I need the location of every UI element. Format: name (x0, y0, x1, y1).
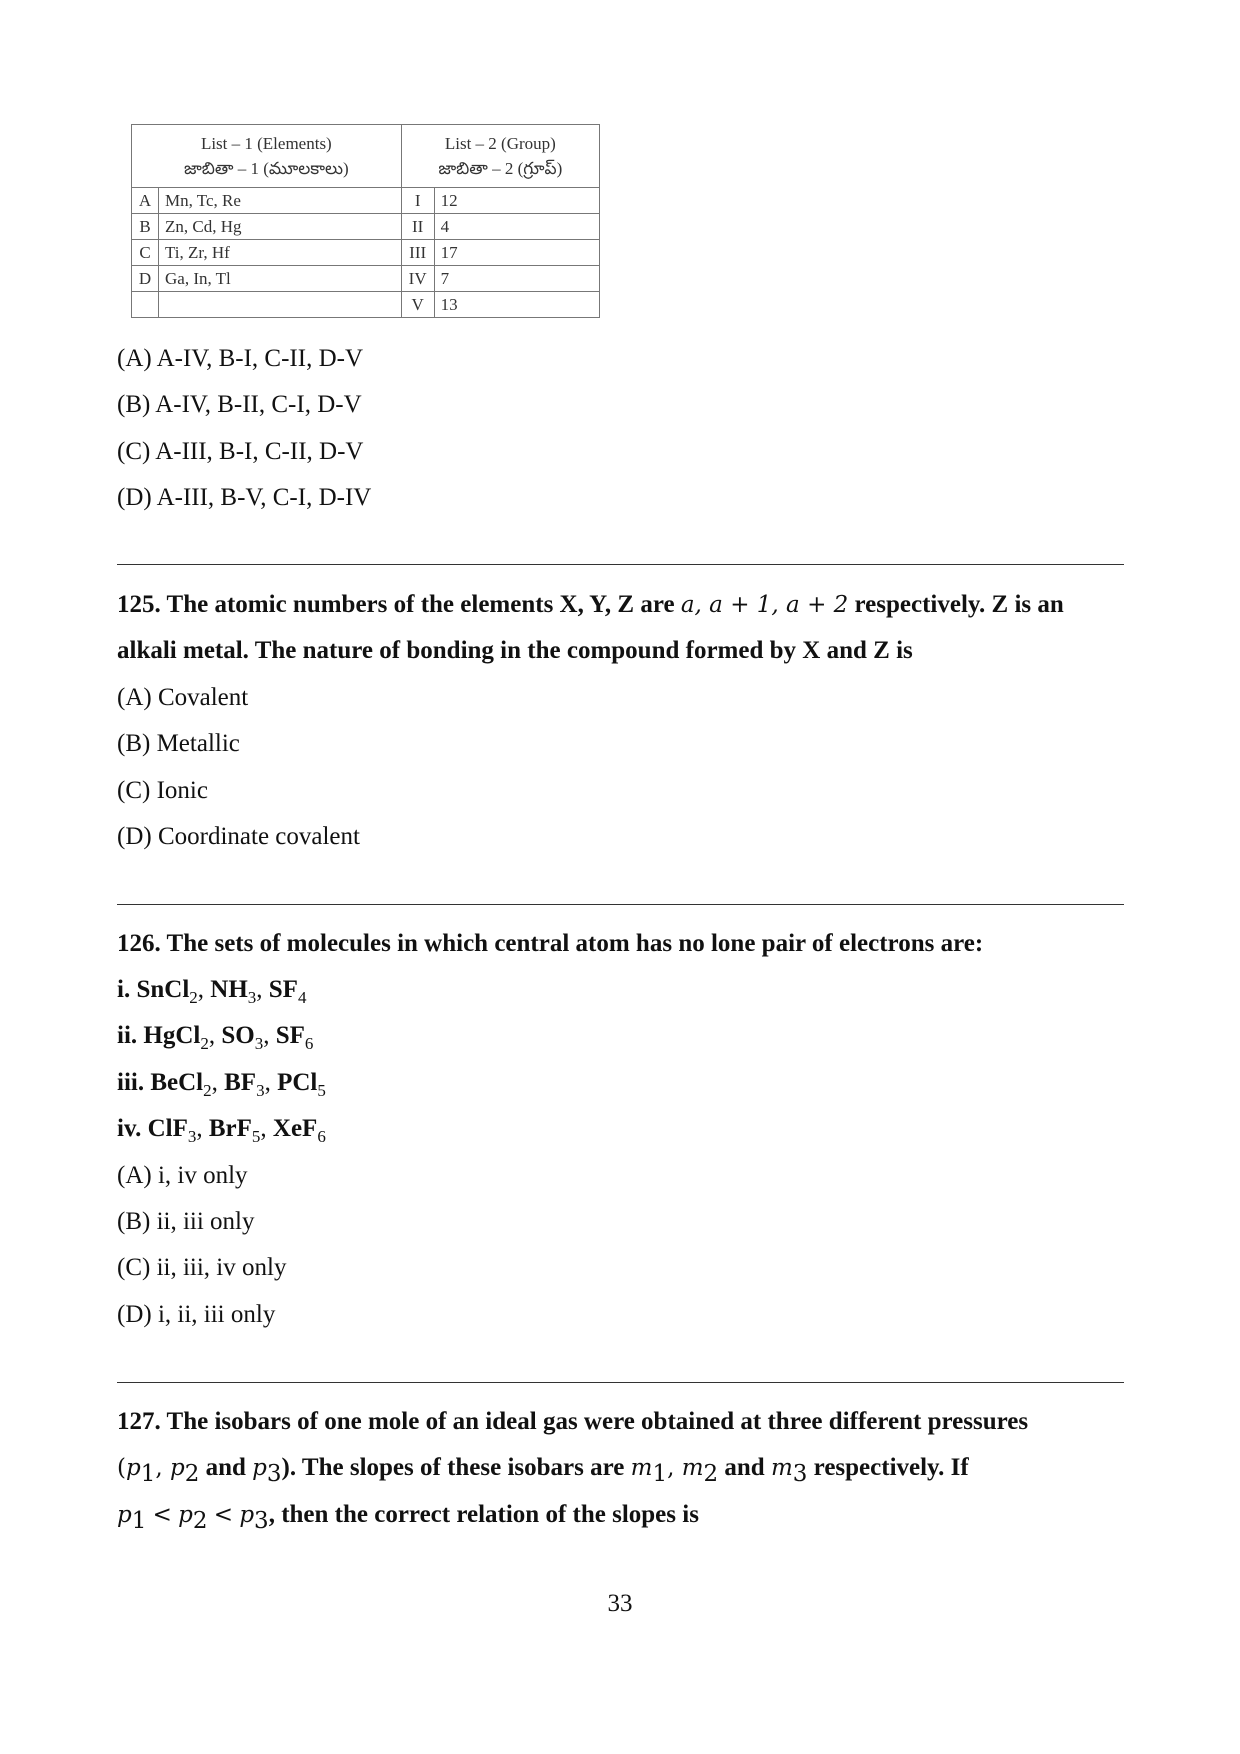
subscript: 3 (266, 1461, 282, 1487)
subscript: 2 (203, 1081, 212, 1100)
subscript: 2 (184, 1461, 200, 1487)
subscript: 3 (247, 988, 257, 1007)
q127-text: and (724, 1454, 765, 1481)
row-elements: Mn, Tc, Re (159, 188, 402, 214)
q126-option-c[interactable]: (C) ii, iii, iv only (117, 1254, 287, 1281)
q125-text: respectively. Z is an (854, 591, 1064, 618)
molecule: NH (210, 976, 248, 1003)
divider (117, 904, 1124, 905)
q127-text: , then the correct relation of the slopes is (268, 1501, 699, 1528)
q127-text: ). The slopes of these isobars are (281, 1454, 625, 1481)
q125-math: a, a + 1, a + 2 (680, 592, 849, 618)
molecule: ClF (147, 1115, 188, 1142)
subscript: 2 (703, 1461, 719, 1487)
math-var: p (252, 1455, 267, 1481)
q124-option-b[interactable]: (B) A-IV, B-II, C-I, D-V (117, 391, 362, 418)
subscript: 6 (304, 1034, 314, 1053)
table-row (132, 266, 600, 292)
row-key: C (132, 240, 159, 266)
row-group: 17 (434, 240, 599, 266)
q127-stem-line3 (117, 1500, 699, 1534)
q125-text: 125. The atomic numbers of the elements X, Y, Z are (117, 591, 675, 618)
subscript: 3 (254, 1508, 269, 1534)
subscript: 5 (317, 1081, 326, 1100)
q124-option-c[interactable]: (C) A-III, B-I, C-II, D-V (117, 438, 364, 465)
row-key: A (132, 188, 159, 214)
list1-header-te: జాబితా – 1 (మూలకాలు) (184, 159, 349, 178)
molecule: BeCl (150, 1069, 204, 1096)
math-op: < (152, 1502, 172, 1528)
math-op: < (213, 1502, 234, 1528)
molecule: BF (224, 1069, 257, 1096)
row-roman: IV (401, 266, 434, 292)
q125-option-c[interactable]: (C) Ionic (117, 777, 208, 804)
subscript: 5 (251, 1127, 261, 1146)
q126-option-a[interactable]: (A) i, iv only (117, 1162, 248, 1189)
q126-option-b[interactable]: (B) ii, iii only (117, 1208, 255, 1235)
q125-option-a[interactable]: (A) Covalent (117, 684, 249, 711)
subscript: 2 (189, 988, 198, 1007)
molecule: PCl (277, 1069, 318, 1096)
q126-set-iv: iv. ClF$_3$, BrF$_5$, XeF$_6$ (117, 1115, 326, 1146)
match-table (131, 124, 600, 318)
subscript: 2 (200, 1034, 209, 1053)
math-var: m (770, 1455, 793, 1481)
molecule: HgCl (143, 1022, 201, 1049)
subscript: 6 (317, 1127, 326, 1146)
q126-set-ii: ii. HgCl$_2$, $SO_3$, $SF_6$ (117, 1022, 314, 1053)
q127-text: and (205, 1454, 246, 1481)
subscript: 2 (192, 1508, 208, 1534)
row-group: 7 (434, 266, 599, 292)
table-row (132, 214, 600, 240)
molecule: SO (221, 1022, 255, 1049)
subscript: 3 (254, 1034, 264, 1053)
molecule: XeF (272, 1115, 318, 1142)
list1-header (132, 125, 402, 188)
q127-text: respectively. If (813, 1454, 969, 1481)
math-var: p (178, 1502, 193, 1528)
set-label: ii. (117, 1022, 138, 1049)
row-key: B (132, 214, 159, 240)
q125-stem-line1 (117, 590, 1064, 620)
q124-option-d[interactable]: (D) A-III, B-V, C-I, D-IV (117, 484, 372, 511)
math-var: p (169, 1455, 185, 1481)
subscript: 3 (187, 1127, 197, 1146)
row-group: 4 (434, 214, 599, 240)
list2-header-en: List – 2 (Group) (444, 134, 556, 153)
table-row (132, 188, 600, 214)
math-var: p (125, 1455, 141, 1481)
table-row (132, 292, 600, 318)
row-elements: Ga, In, Tl (159, 266, 402, 292)
row-group: 13 (434, 292, 599, 318)
subscript: 1 (131, 1508, 147, 1534)
subscript: 1 (652, 1461, 668, 1487)
page-number: 33 (607, 1590, 633, 1617)
list2-header-te: జాబితా – 2 (గ్రూప్) (438, 159, 563, 178)
q127-stem-line1: 127. The isobars of one mole of an ideal gas were obtained at three different pressures (117, 1408, 1029, 1435)
row-group: 12 (434, 188, 599, 214)
set-label: iii. (117, 1069, 145, 1096)
q126-option-d[interactable]: (D) i, ii, iii only (117, 1301, 276, 1328)
list2-header (401, 125, 599, 188)
row-elements: Ti, Zr, Hf (159, 240, 402, 266)
molecule: SF (268, 976, 298, 1003)
row-key: D (132, 266, 159, 292)
divider (117, 564, 1124, 565)
math-var: m (630, 1455, 653, 1481)
table-row (132, 240, 600, 266)
q126-stem: 126. The sets of molecules in which central atom has no lone pair of electrons are: (117, 930, 984, 957)
set-label: i. (117, 976, 131, 1003)
table-header-row (132, 125, 600, 188)
subscript: 3 (256, 1081, 265, 1100)
math-var: p (239, 1502, 255, 1528)
molecule: SnCl (136, 976, 190, 1003)
row-key (132, 292, 159, 318)
math-var: m (681, 1455, 704, 1481)
row-roman: V (401, 292, 434, 318)
row-roman: I (401, 188, 434, 214)
subscript: 1 (140, 1461, 156, 1487)
molecule: SF (275, 1022, 305, 1049)
q126-set-iii: iii. BeCl$_2$, $BF_3$, PCl$_5$ (117, 1069, 326, 1100)
row-roman: II (401, 214, 434, 240)
row-elements (159, 292, 402, 318)
subscript: 3 (792, 1461, 808, 1487)
row-roman: III (401, 240, 434, 266)
molecule: BrF (208, 1115, 252, 1142)
set-label: iv. (117, 1115, 142, 1142)
q125-option-d[interactable]: (D) Coordinate covalent (117, 823, 360, 850)
row-elements: Zn, Cd, Hg (159, 214, 402, 240)
q125-stem-line2: alkali metal. The nature of bonding in the compound formed by X and Z is (117, 637, 913, 664)
divider (117, 1382, 1124, 1383)
list1-header-en: List – 1 (Elements) (200, 134, 332, 153)
q126-set-i: i. SnCl$_2$, $NH_3$, $SF_4$ (117, 976, 307, 1007)
math-var: p (117, 1502, 132, 1528)
q124-option-a[interactable]: (A) A-IV, B-I, C-II, D-V (117, 345, 364, 372)
subscript: 4 (297, 988, 307, 1007)
q127-stem-line2: ($p_1$, $p_2$ and $p_3$). The slopes of these isobars are $m_1$, $m_2$ and $m_3$ respectively. If (117, 1454, 969, 1487)
q125-option-b[interactable]: (B) Metallic (117, 730, 240, 757)
